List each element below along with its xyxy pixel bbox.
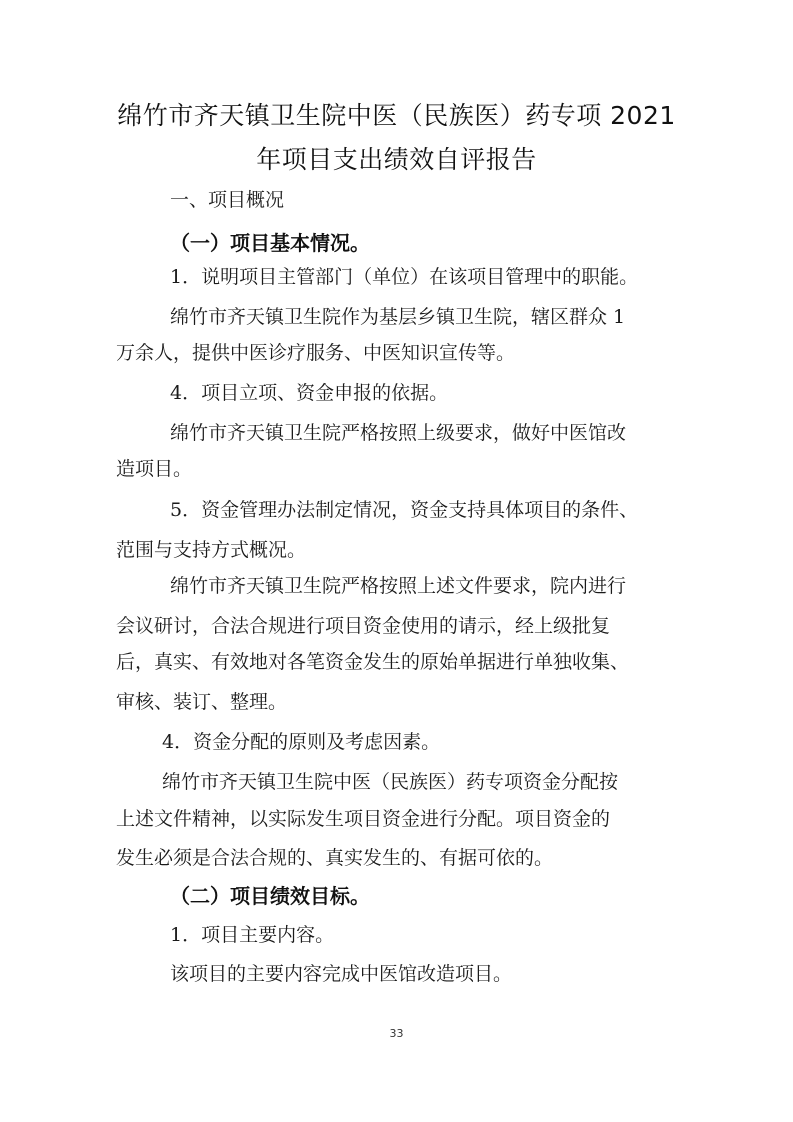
item-5-heading-line-1: 5．资金管理办法制定情况，资金支持具体项目的条件、 [170,499,639,521]
subsection-2-heading: （二）项目绩效目标。 [170,884,370,908]
item-4b-body-line-2: 上述文件精神，以实际发生项目资金进行分配。项目资金的 [116,808,611,830]
item-4b-heading: 4．资金分配的原则及考虑因素。 [162,731,441,753]
item-5-body-line-4: 审核、装订、整理。 [116,691,288,713]
item-5-body-line-1: 绵竹市齐天镇卫生院严格按照上述文件要求，院内进行 [170,575,627,597]
item-5-body-line-2: 会议研讨，合法合规进行项目资金使用的请示，经上级批复 [116,615,611,637]
item-4-heading: 4．项目立项、资金申报的依据。 [170,382,449,404]
goal-1-heading: 1．项目主要内容。 [170,924,335,946]
item-1-heading: 1．说明项目主管部门（单位）在该项目管理中的职能。 [170,266,639,288]
item-4-body-line-2: 造项目。 [116,458,193,480]
section-1-heading: 一、项目概况 [170,189,285,211]
item-4-body-line-1: 绵竹市齐天镇卫生院严格按照上级要求，做好中医馆改 [170,422,627,444]
goal-1-body: 该项目的主要内容完成中医馆改造项目。 [170,963,513,985]
item-1-body-line-2: 万余人，提供中医诊疗服务、中医知识宣传等。 [116,342,516,364]
item-5-heading-line-2: 范围与支持方式概况。 [116,539,307,561]
page-number: 33 [389,1027,404,1040]
document-title-line-2: 年项目支出绩效自评报告 [256,145,537,174]
item-5-body-line-3: 后，真实、有效地对各笔资金发生的原始单据进行单独收集、 [116,651,630,673]
item-4b-body-line-3: 发生必须是合法合规的、真实发生的、有据可依的。 [116,847,554,869]
item-4b-body-line-1: 绵竹市齐天镇卫生院中医（民族医）药专项资金分配按 [162,771,619,793]
document-title-line-1: 绵竹市齐天镇卫生院中医（民族医）药专项 2021 [117,101,676,130]
item-1-body-line-1: 绵竹市齐天镇卫生院作为基层乡镇卫生院，辖区群众 1 [170,306,626,328]
subsection-1-heading: （一）项目基本情况。 [170,231,370,255]
